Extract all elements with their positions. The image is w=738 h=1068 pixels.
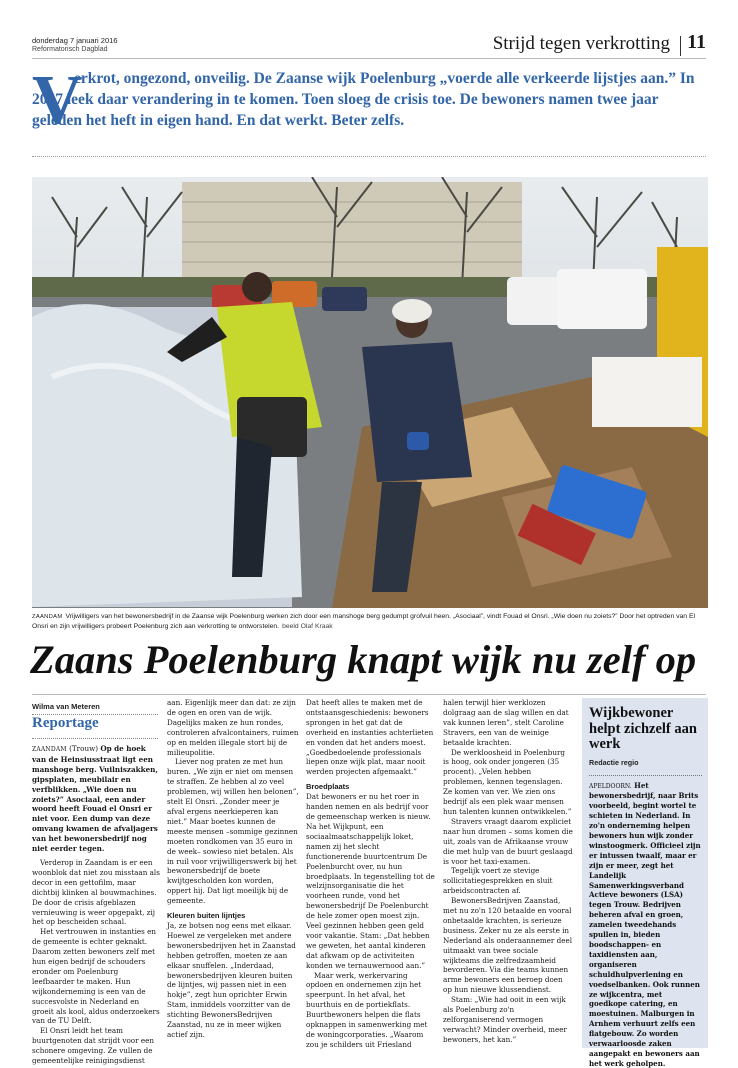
caption-place: ZAANDAM	[32, 614, 63, 620]
sidebar-dateline: APELDOORN.	[589, 782, 632, 790]
paragraph: Stam: „Wie had ooit in een wijk als Poelenburg zo'n zelforganiserend vermogen verwacht? Minder overheid, meer bewoners, het kan.”	[443, 995, 567, 1044]
paragraph: Het vertrouwen in instanties en de gemeente is echter geknakt. Daarom zetten bewoners zelf met hun eigen bedrijf de schouders eronder om Poelenburg leefbaarder te maken. Hun wijkonderneming is een van de succesvolste in Nederland en groeit als kool, aldus onderzoekers van de TU Delft.	[32, 927, 160, 1026]
paragraph: Tegelijk voert ze stevige sollicitatiegesprekken en sluit arbeidscontracten af.	[443, 866, 553, 896]
article-column-1	[32, 744, 160, 1066]
article-photo	[32, 177, 708, 608]
masthead-rule	[32, 58, 706, 59]
page-number-divider	[680, 36, 681, 56]
paragraph: halen terwijl hier werklozen dolgraag aan de slag willen en dat vak kunnen leren”, stelt Caroline Stravers, een van de weinige betaalde krachten.	[443, 698, 569, 747]
dateline: ZAANDAM	[32, 746, 67, 753]
intro-divider	[32, 156, 706, 157]
sidebar-divider	[589, 775, 702, 776]
paragraph: BewonersBedrijven Zaanstad, met nu zo'n 120 betaalde en vooral onbetaalde krachten, is serieuze business. Zeker nu ze als eerste in Nederland als onderaannemer deel uitmaakt van twee sociale wijkteams die zelfredzaamheid bevorderen. Via die teams kunnen arme bewoners een beroep doen op hun nieuwe klussendienst.	[443, 896, 573, 995]
masthead-left	[32, 36, 232, 54]
caption-text: Vrijwilligers van het bewonersbedrijf in de Zaanse wijk Poelenburg werken zich door een manshoge berg gedumpt grofvuil heen. „Asociaal”, vindt Fouad el Onsri. „Wie doen nu zoiets?” Door het optreden van El Onsri en zijn vrijwilligers probeert Poelenburg zich aan verkrotting te ontworstelen.	[32, 613, 696, 631]
genre-label: Reportage	[32, 715, 99, 731]
paragraph: Maar werk, werkervaring opdoen en ondernemen zijn het speerpunt. In het afval, het buurthuis en de portiekflats. Buurtbewoners helpen die flats opknappen in samenwerking met de woningcorporaties. „Waarom zou je schilders uit Friesland	[306, 970, 428, 1049]
sidebar-text: Het bewonersbedrijf, naar Brits voorbeeld, begint wortel te schieten in Nederland. In zo'n onderneming helpen bewoners hun wijk zonder winstoogmerk. Officieel zijn er intussen twaalf, maar er zijn er meer, zegt het Landelijk Samenwerkingsverband Actieve bewoners (LSA) tegen Trouw. Bedrijven beheren afval en groen, zamelen tweedehands spullen in, bieden boodschappen- en taxidiensten aan, organiseren schuldhulpverlening en voedselbanken. Ook runnen ze wijkcentra, met goedkope catering, en moestuinen. Malburgen in Arnhem verhuurt zelfs een flatgebouw. Zo worden verwaarloosde zaken aangepakt en bewoners aan het werk geholpen.	[589, 780, 701, 1068]
article-column-3	[306, 698, 436, 1050]
intro	[32, 62, 708, 139]
paragraph: Verderop in Zaandam is er een woonblok dat niet zou misstaan als decor in een gettofilm, maar dichtbij klinken al bouwmachines. De door de crisis afgeblazen vernieuwing is weer opgepakt, zij het op bescheiden schaal.	[32, 857, 160, 927]
paragraph: aan. Eigenlijk meer dan dat: ze zijn de ogen en oren van de wijk. Dagelijks maken ze hun rondes, controleren afvalcontainers, ruimen op en melden illegale stort bij de milieupolitie.	[167, 698, 299, 757]
photo-volunteers-waste-icon	[32, 177, 708, 608]
subheading: Kleuren buiten lijntjes	[167, 911, 246, 921]
newspaper-name: Reformatorisch Dagblad	[32, 46, 108, 53]
sidebar-source: Redactie regio	[589, 757, 639, 767]
lead-text: Op de hoek van de Heinsiusstraat ligt een manshoge berg. Vuilniszakken, gipsplaten, meubilair en verfblikken. „Wie doen nu zoiets?” Asociaal, een ander woord heeft Fouad el Onsri er niet voor. Een dump van deze omvang kwamen de afvaljagers van het bewonersbedrijf nog niet eerder tegen.	[32, 744, 158, 854]
paragraph: De werkloosheid in Poelenburg is hoog, ook onder jongeren (35 procent). „Velen hebben problemen, kennen tegenslagen. Ze komen van ver. We zien ons bedrijf als een plek waar mensen hun talenten kunnen ontwikkelen.”	[443, 747, 572, 816]
section-title: Strijd tegen verkrotting	[492, 33, 670, 54]
dateline-source: (Trouw)	[69, 744, 99, 753]
subheading: Broedplaats	[306, 782, 350, 792]
paragraph: Dat heeft alles te maken met de ontstaansgeschiedenis: bewoners sprongen in het gat dat de overheid en instanties achterlieten en vonden dat het anders moest. „Goedbedoelende professionals liepen onze wijk plat, maar nooit werden projecten afgemaakt.”	[306, 698, 434, 777]
paragraph: Ja, ze botsen nog eens met elkaar. Hoewel ze vergeleken met andere bewonersbedrijven het in Zaanstad hebben getroffen, moeten ze aan elkaar snuffelen. „Inderdaad, bewonersbedrijven kleuren buiten de lijntjes, wij passen niet in een hokje”, zegt hun oprichter Erwin Stam, inmiddels voorzitter van de stichting BewonersBedrijven Zaanstad, nu ze in meer wijken actief zijn.	[167, 921, 296, 1039]
photo-caption	[32, 612, 708, 631]
paragraph: Dat bewoners er nu het roer in handen nemen en als bedrijf voor de gemeenschap werken is nieuw. Na het Wijkpunt, een sociaalmaatschappelijk loket, namen zij het slecht functionerende buurtcentrum De Poelenburcht over, nu hun broedplaats. In tegenstelling tot de welzijnsorganisatie die het voorheen runde, vond het bewonersbedrijf De Poelenburcht de hele zomer open moest zijn. Veel gezinnen hebben geen geld voor vakantie. Stam: „Dat hebben we geweten, het aantal kinderen dat afkwam op de activiteiten konden we ternauwernood aan.”	[306, 792, 435, 970]
paragraph: El Onsri leidt het team buurtgenoten dat strijdt voor een schonere omgeving. Ze vullen de gemeentelijke reinigingsdienst	[32, 1026, 154, 1066]
sidebar-body	[589, 781, 702, 1068]
intro-text: erkrot, ongezond, onveilig. De Zaanse wijk Poelenburg „voerde alle verkeerde lijstjes aan.” In 2007 leek daar verandering in te komen. Toen sloeg de crisis toe. De bewoners namen twee jaar geleden het heft in eigen hand. En dat werkt. Beter zelfs.	[32, 70, 695, 129]
article-column-2	[167, 698, 299, 1040]
sidebar-box	[582, 698, 708, 1068]
publication-date: donderdag 7 januari 2016	[32, 36, 118, 45]
headline: Zaans Poelenburg knapt wijk nu zelf op	[30, 637, 697, 682]
paragraph: Liever nog praten ze met hun buren. „We zijn er niet om mensen te straffen. Ze hebben al zo veel problemen, wij willen hen belonen”, stelt El Onsri. „Zonder meer je afval ergens neerkieperen kan niet.” Maar boetes kunnen de meeste mensen –sommige gezinnen moeten rondkomen van 35 euro in de week– sowieso niet betalen. Als in ruil voor vrijwilligerswerk bij het bewonersbedrijf de boete kwijtgescholden kon worden, oppert hij. Dat ligt moeilijk bij de gemeente.	[167, 757, 299, 906]
photo-credit: beeld Olaf Kraak	[282, 623, 333, 631]
paragraph: Stravers vraagt daarom expliciet naar hun dromen – soms komen die uit, zoals van de Afrikaanse vrouw die met hulp van de buurt geslaagd is voor het taxi-examen.	[443, 816, 573, 866]
page-number: 11	[687, 31, 706, 53]
byline: Wilma van Meteren	[32, 702, 100, 711]
sidebar-title: Wijkbewoner helpt zichzelf aan werk	[589, 705, 697, 752]
article-lead	[32, 744, 160, 854]
genre-divider	[32, 738, 158, 739]
drop-cap: V	[32, 62, 83, 139]
headline-rule	[32, 694, 706, 695]
article-column-4	[443, 698, 573, 1045]
